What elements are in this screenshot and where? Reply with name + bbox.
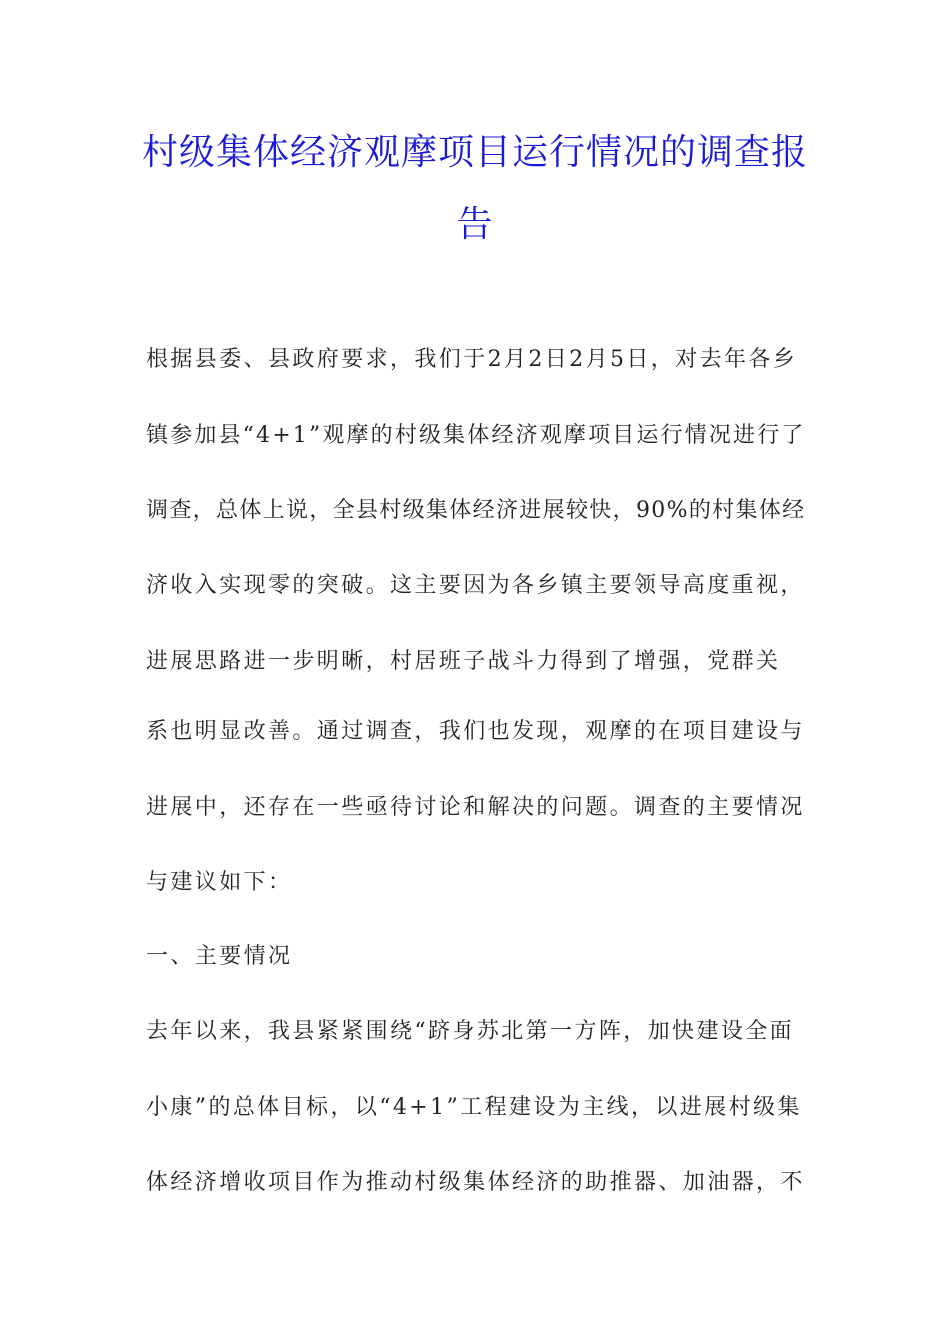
- section-heading: 一、主要情况: [146, 944, 293, 969]
- body-text-line: 去年以来，我县紧紧围绕“跻身苏北第一方阵，加快建设全面: [146, 1019, 795, 1044]
- body-text-line: 小康”的总体目标，以“4+1”工程建设为主线，以进展村级集: [146, 1095, 802, 1120]
- body-text-line: 系也明显改善。通过调查，我们也发现，观摩的在项目建设与: [146, 719, 805, 744]
- document-title-line-1: 村级集体经济观摩项目运行情况的调查报: [141, 132, 808, 173]
- document-title-line-2: 告: [456, 204, 494, 245]
- body-text-line: 根据县委、县政府要求，我们于2月2日2月5日，对去年各乡: [146, 347, 798, 372]
- body-text-line: 体经济增收项目作为推动村级集体经济的助推器、加油器，不: [146, 1170, 805, 1195]
- body-text-line: 与建议如下：: [146, 870, 293, 895]
- body-text-line: 济收入实现零的突破。这主要因为各乡镇主要领导高度重视，: [146, 573, 805, 598]
- body-text-line: 镇参加县“4+1”观摩的村级集体经济观摩项目运行情况进行了: [146, 423, 806, 448]
- body-text-line: 进展思路进一步明晰，村居班子战斗力得到了增强，党群关: [146, 649, 781, 674]
- body-text-line: 调查，总体上说，全县村级集体经济进展较快，90%的村集体经: [146, 498, 806, 523]
- body-text-line: 进展中，还存在一些亟待讨论和解决的问题。调查的主要情况: [146, 795, 805, 820]
